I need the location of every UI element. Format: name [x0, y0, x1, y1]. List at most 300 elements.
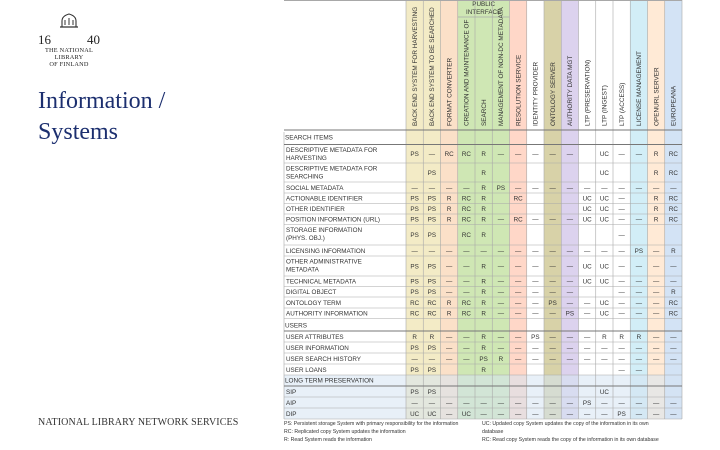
section-title: LONG TERM PRESERVATION — [285, 377, 374, 385]
matrix-cell: R — [481, 310, 486, 318]
legend-entry: database — [482, 429, 504, 435]
public-interface-label: INTERFACE — [465, 9, 502, 16]
matrix-cell: RC — [461, 216, 471, 224]
row-label: STORAGE INFORMATION (PHYS. OBJ.) — [286, 227, 363, 242]
matrix-cell: R — [481, 263, 486, 271]
matrix-cell: PS — [427, 289, 437, 297]
matrix-cell: — — [549, 151, 556, 159]
matrix-cell: — — [635, 410, 643, 418]
slide-title — [38, 86, 165, 148]
matrix-cell: — — [532, 310, 539, 318]
matrix-cell: — — [549, 247, 556, 255]
matrix-cell: RC — [461, 232, 471, 240]
matrix-cell: — — [635, 399, 643, 407]
matrix-cell: R — [446, 195, 452, 203]
column-header: IDENTITY PROVIDER — [532, 61, 540, 126]
matrix-cell: R — [481, 333, 486, 341]
matrix-cell: — — [566, 263, 574, 271]
matrix-cell: RC — [668, 299, 678, 307]
matrix-cell: UC — [582, 206, 592, 214]
column-header: BACK END SYSTEM TO BE SEARCHED — [429, 7, 437, 126]
matrix-cell: — — [652, 299, 660, 307]
matrix-cell: — — [583, 184, 591, 192]
matrix-cell: — — [532, 289, 539, 297]
matrix-cell: — — [583, 247, 591, 255]
row-label: USER SEARCH HISTORY — [286, 355, 361, 363]
matrix-cell: — — [514, 399, 522, 407]
matrix-cell: — — [445, 289, 453, 297]
matrix-cell: PS — [427, 263, 437, 271]
column-header: RESOLUTION SERVICE — [515, 54, 523, 126]
slide-title-line-1: Information / — [38, 88, 166, 114]
matrix-cell: — — [497, 299, 505, 307]
matrix-cell: — — [549, 399, 556, 407]
matrix-cell: — — [514, 355, 522, 363]
matrix-cell: — — [514, 151, 522, 159]
column-header: OPENURL SERVER — [653, 67, 661, 126]
matrix-cell: — — [514, 410, 522, 418]
matrix-cell: — — [566, 355, 574, 363]
matrix-cell: — — [532, 151, 539, 159]
matrix-cell: — — [445, 278, 453, 286]
matrix-cell: R — [653, 169, 659, 177]
logo-year-left: 16 — [38, 32, 51, 47]
matrix-cell: — — [445, 247, 453, 255]
matrix-cell: PS — [410, 388, 419, 396]
matrix-cell: — — [618, 206, 625, 214]
logo-year-right: 40 — [87, 32, 100, 47]
matrix-cell: RC — [444, 151, 454, 159]
matrix-cell: PS — [410, 206, 419, 214]
matrix-cell: — — [463, 344, 470, 352]
matrix-cell: — — [618, 278, 625, 286]
matrix-cell: — — [583, 299, 591, 307]
matrix-cell: PS — [427, 232, 437, 240]
matrix-cell: RC — [668, 151, 678, 159]
matrix-cell: R — [429, 333, 435, 341]
matrix-cell: R — [446, 299, 452, 307]
column-header: LICENSE MANAGEMENT — [636, 51, 644, 126]
column-header: LTP (PRESERVATION) — [584, 59, 592, 126]
row-label: USER LOANS — [286, 366, 327, 374]
matrix-cell: R — [653, 195, 659, 203]
matrix-cell: — — [532, 263, 539, 271]
matrix-cell: — — [618, 289, 625, 297]
matrix-cell: — — [514, 247, 522, 255]
matrix-cell: R — [653, 151, 659, 159]
matrix-cell: R — [481, 344, 486, 352]
matrix-cell: — — [670, 184, 677, 192]
column-header: LTP (ACCESS) — [618, 82, 626, 126]
matrix-cell: — — [601, 184, 608, 192]
matrix-cell: — — [514, 278, 522, 286]
matrix-cell: R — [653, 216, 659, 224]
matrix-cell: — — [411, 184, 418, 192]
matrix-cell: — — [652, 310, 660, 318]
matrix-cell: UC — [599, 263, 609, 271]
matrix-cell: — — [532, 216, 539, 224]
matrix-cell: — — [652, 410, 660, 418]
matrix-cell: R — [636, 333, 642, 341]
matrix-cell: — — [566, 247, 574, 255]
matrix-cell: UC — [599, 206, 609, 214]
matrix-cell: — — [480, 247, 487, 255]
matrix-cell: PS — [427, 278, 437, 286]
matrix-cell: R — [498, 355, 504, 363]
matrix-cell: — — [480, 410, 487, 418]
matrix-cell: PS — [410, 278, 419, 286]
matrix-cell: — — [583, 333, 591, 341]
matrix-cell: — — [601, 399, 608, 407]
row-label: LICENSING INFORMATION — [286, 247, 366, 255]
matrix-cell: PS — [496, 184, 506, 192]
matrix-cell: — — [652, 333, 660, 341]
matrix-cell: — — [652, 278, 660, 286]
matrix-cell: PS — [410, 263, 419, 271]
matrix-cell: — — [497, 310, 505, 318]
matrix-cell: — — [670, 278, 677, 286]
matrix-cell: R — [602, 333, 607, 341]
matrix-cell: — — [618, 366, 625, 374]
matrix-cell: — — [549, 355, 556, 363]
matrix-cell: — — [497, 399, 505, 407]
column-header: SEARCH — [480, 99, 488, 126]
matrix-cell: — — [566, 333, 574, 341]
matrix-cell: UC — [599, 195, 609, 203]
matrix-cell: PS — [410, 232, 419, 240]
legend-entry: RC: Read copy System reads the copy of the information in its own database — [482, 437, 659, 443]
column-header: MANAGEMENT OF NON-DC METADATA — [498, 7, 506, 126]
matrix-cell: — — [445, 333, 453, 341]
matrix-cell: — — [566, 344, 574, 352]
matrix-cell: — — [635, 151, 643, 159]
slide-footer: NATIONAL LIBRARY NETWORK SERVICES — [38, 417, 239, 428]
matrix-cell: — — [428, 151, 436, 159]
matrix-cell: — — [532, 344, 539, 352]
matrix-cell: — — [428, 184, 436, 192]
matrix-cell: RC — [427, 299, 437, 307]
column-header: ONTOLOGY SERVER — [549, 62, 557, 126]
row-label: SOCIAL METADATA — [286, 184, 344, 192]
matrix-cell: — — [566, 399, 574, 407]
matrix-cell: — — [635, 344, 643, 352]
matrix-cell: — — [549, 278, 556, 286]
matrix-cell: — — [652, 263, 660, 271]
matrix-cell: — — [463, 184, 470, 192]
matrix-cell: — — [532, 278, 539, 286]
matrix-cell: R — [671, 247, 676, 255]
matrix-cell: — — [514, 263, 522, 271]
matrix-cell: R — [481, 184, 486, 192]
matrix-cell: — — [514, 289, 522, 297]
row-label: DESCRIPTIVE METADATA FOR SEARCHING — [286, 165, 378, 181]
matrix-cell: — — [618, 151, 625, 159]
matrix-cell: PS — [531, 333, 540, 341]
matrix-cell: PS — [427, 216, 437, 224]
column-header: LTP (INGEST) — [601, 85, 609, 126]
matrix-cell: — — [497, 151, 505, 159]
matrix-cell: — — [635, 289, 643, 297]
matrix-cell: — — [635, 366, 643, 374]
matrix-cell: — — [601, 344, 608, 352]
system-matrix-table — [280, 0, 692, 450]
matrix-cell: UC — [599, 151, 609, 159]
matrix-cell: R — [619, 333, 624, 341]
legend-entry: PS: Persistent storage System with primary responsibility for the information — [284, 421, 459, 427]
matrix-cell: — — [670, 399, 677, 407]
matrix-cell: PS — [410, 195, 419, 203]
matrix-cell: UC — [461, 410, 471, 418]
matrix-cell: — — [549, 333, 556, 341]
matrix-cell: PS — [617, 410, 626, 418]
matrix-cell: — — [463, 247, 470, 255]
matrix-cell: — — [514, 333, 522, 341]
matrix-cell: R — [481, 206, 486, 214]
row-label: ONTOLOGY TERM — [286, 299, 341, 307]
matrix-cell: — — [601, 247, 608, 255]
matrix-svg — [280, 0, 692, 450]
matrix-cell: — — [480, 399, 487, 407]
matrix-cell: PS — [427, 169, 437, 177]
matrix-cell: UC — [599, 388, 609, 396]
matrix-cell: — — [514, 299, 522, 307]
matrix-cell: — — [497, 216, 505, 224]
matrix-cell: — — [566, 299, 574, 307]
row-label: POSITION INFORMATION (URL) — [286, 216, 380, 224]
matrix-cell: — — [532, 247, 539, 255]
matrix-cell: — — [635, 216, 643, 224]
legend-entry: R: Read System reads the information — [284, 437, 372, 443]
matrix-cell: UC — [410, 410, 420, 418]
matrix-cell: R — [446, 206, 452, 214]
matrix-cell: — — [428, 247, 436, 255]
matrix-cell: UC — [582, 278, 592, 286]
matrix-cell: RC — [427, 310, 437, 318]
legend-entry: UC: Updated copy System updates the copy of the information in its own — [482, 421, 649, 427]
matrix-cell: — — [532, 399, 539, 407]
matrix-cell: RC — [668, 310, 678, 318]
matrix-cell: — — [463, 278, 470, 286]
matrix-cell: UC — [582, 263, 592, 271]
matrix-cell: — — [497, 333, 505, 341]
row-label: USER ATTRIBUTES — [286, 333, 344, 341]
matrix-cell: R — [446, 216, 452, 224]
matrix-cell: R — [671, 289, 676, 297]
matrix-cell: RC — [461, 206, 471, 214]
row-label: DIGITAL OBJECT — [286, 289, 337, 297]
public-interface-label: PUBLIC — [472, 1, 495, 8]
matrix-cell: RC — [410, 310, 420, 318]
matrix-cell: PS — [410, 344, 419, 352]
row-label: SIP — [286, 388, 297, 396]
row-label: OTHER IDENTIFIER — [286, 206, 345, 214]
matrix-cell: — — [532, 299, 539, 307]
matrix-cell: — — [463, 355, 470, 363]
matrix-cell: RC — [668, 216, 678, 224]
matrix-cell: — — [549, 216, 556, 224]
matrix-cell: — — [670, 344, 677, 352]
matrix-cell: — — [618, 310, 625, 318]
matrix-cell: RC — [461, 151, 471, 159]
column-header: FORMAT CONVERTER — [446, 57, 454, 126]
matrix-cell: RC — [461, 195, 471, 203]
matrix-cell: R — [481, 366, 486, 374]
matrix-cell: — — [445, 410, 453, 418]
matrix-cell: — — [549, 344, 556, 352]
matrix-cell: — — [497, 263, 505, 271]
matrix-cell: — — [618, 247, 625, 255]
matrix-cell: — — [445, 263, 453, 271]
matrix-cell: — — [497, 410, 505, 418]
row-label: AIP — [286, 399, 297, 407]
matrix-cell: RC — [410, 299, 420, 307]
matrix-cell: — — [532, 355, 539, 363]
matrix-cell: — — [497, 289, 505, 297]
matrix-cell: — — [497, 278, 505, 286]
library-logo — [38, 12, 100, 68]
matrix-cell: R — [481, 232, 486, 240]
matrix-cell: — — [497, 344, 505, 352]
matrix-cell: — — [463, 263, 470, 271]
logo-line-2: LIBRARY — [54, 54, 84, 61]
matrix-cell: — — [428, 399, 436, 407]
matrix-cell: PS — [427, 195, 437, 203]
matrix-cell: — — [549, 184, 556, 192]
matrix-cell: — — [428, 355, 436, 363]
section-title: USERS — [285, 322, 308, 330]
matrix-cell: — — [411, 399, 418, 407]
column-header: CREATION AND MAINTENANCE OF — [463, 19, 471, 126]
matrix-cell: — — [618, 399, 625, 407]
matrix-cell: RC — [668, 195, 678, 203]
matrix-cell: — — [652, 289, 660, 297]
matrix-cell: — — [549, 310, 556, 318]
matrix-cell: — — [618, 184, 625, 192]
crest-icon — [38, 12, 100, 28]
matrix-cell: — — [532, 184, 539, 192]
matrix-cell: — — [532, 410, 539, 418]
matrix-cell: — — [652, 355, 660, 363]
matrix-cell: R — [481, 169, 486, 177]
matrix-cell: — — [601, 410, 608, 418]
matrix-cell: RC — [668, 169, 678, 177]
matrix-cell: — — [566, 184, 574, 192]
matrix-cell: PS — [427, 388, 437, 396]
matrix-cell: — — [445, 355, 453, 363]
column-header: EUROPEANA — [670, 85, 678, 126]
matrix-cell: UC — [599, 278, 609, 286]
matrix-cell: — — [618, 232, 625, 240]
logo-line-3: OF FINLAND — [49, 61, 89, 68]
matrix-cell: — — [445, 399, 453, 407]
matrix-cell: — — [549, 263, 556, 271]
matrix-cell: PS — [565, 310, 575, 318]
matrix-cell: — — [566, 289, 574, 297]
matrix-cell: RC — [513, 216, 523, 224]
matrix-cell: PS — [548, 299, 557, 307]
matrix-cell: R — [481, 151, 486, 159]
matrix-cell: — — [514, 344, 522, 352]
column-header: BACK END SYSTEM FOR HARVESTING — [411, 6, 419, 126]
matrix-cell: — — [549, 289, 556, 297]
matrix-cell: RC — [461, 299, 471, 307]
matrix-cell: PS — [427, 344, 437, 352]
row-label: ACTIONABLE IDENTIFIER — [286, 195, 363, 203]
matrix-cell: — — [670, 263, 677, 271]
matrix-cell: — — [583, 355, 591, 363]
matrix-cell: — — [463, 333, 470, 341]
matrix-cell: UC — [599, 299, 609, 307]
column-header: AUTHORITY DATA MGT — [567, 55, 575, 126]
matrix-cell: — — [566, 278, 574, 286]
matrix-cell: — — [670, 333, 677, 341]
matrix-cell: — — [652, 184, 660, 192]
row-label: DESCRIPTIVE METADATA FOR HARVESTING — [286, 147, 378, 162]
matrix-cell: — — [635, 263, 643, 271]
matrix-cell: PS — [410, 366, 419, 374]
matrix-cell: — — [514, 184, 522, 192]
matrix-cell: RC — [513, 195, 523, 203]
matrix-cell: RC — [461, 310, 471, 318]
row-label: OTHER ADMINISTRATIVE METADATA — [286, 258, 362, 274]
matrix-cell: RC — [668, 206, 678, 214]
matrix-cell: UC — [599, 216, 609, 224]
slide-title-line-2: Systems — [38, 119, 119, 145]
row-label: AUTHORITY INFORMATION — [286, 310, 368, 318]
matrix-cell: — — [497, 247, 505, 255]
matrix-cell: R — [412, 333, 417, 341]
matrix-cell: UC — [582, 216, 592, 224]
section-title: SEARCH ITEMS — [285, 134, 333, 142]
matrix-cell: — — [445, 184, 453, 192]
matrix-cell: — — [618, 355, 625, 363]
matrix-cell: — — [583, 310, 591, 318]
matrix-cell: UC — [427, 410, 437, 418]
matrix-cell: — — [670, 410, 677, 418]
matrix-cell: R — [481, 278, 486, 286]
matrix-cell: R — [481, 299, 486, 307]
matrix-cell: PS — [427, 206, 437, 214]
row-label: USER INFORMATION — [286, 344, 349, 352]
matrix-cell: PS — [582, 399, 592, 407]
matrix-cell: — — [583, 410, 591, 418]
matrix-cell: — — [566, 151, 574, 159]
matrix-cell: — — [652, 247, 660, 255]
matrix-cell: PS — [410, 289, 419, 297]
matrix-cell: — — [514, 310, 522, 318]
matrix-cell: — — [601, 355, 608, 363]
matrix-cell: PS — [410, 151, 419, 159]
matrix-cell: R — [481, 195, 486, 203]
matrix-cell: PS — [634, 247, 644, 255]
matrix-cell: UC — [599, 310, 609, 318]
matrix-cell: R — [653, 206, 659, 214]
matrix-cell: — — [635, 299, 643, 307]
matrix-cell: — — [463, 289, 470, 297]
matrix-cell: — — [652, 399, 660, 407]
matrix-cell: — — [618, 299, 625, 307]
matrix-cell: — — [583, 344, 591, 352]
matrix-cell: — — [411, 355, 418, 363]
matrix-cell: R — [481, 289, 486, 297]
matrix-cell: — — [635, 278, 643, 286]
matrix-cell: — — [635, 184, 643, 192]
matrix-cell: — — [618, 344, 625, 352]
matrix-cell: R — [446, 310, 452, 318]
matrix-cell: — — [635, 310, 643, 318]
matrix-cell: — — [652, 344, 660, 352]
matrix-cell: PS — [479, 355, 488, 363]
